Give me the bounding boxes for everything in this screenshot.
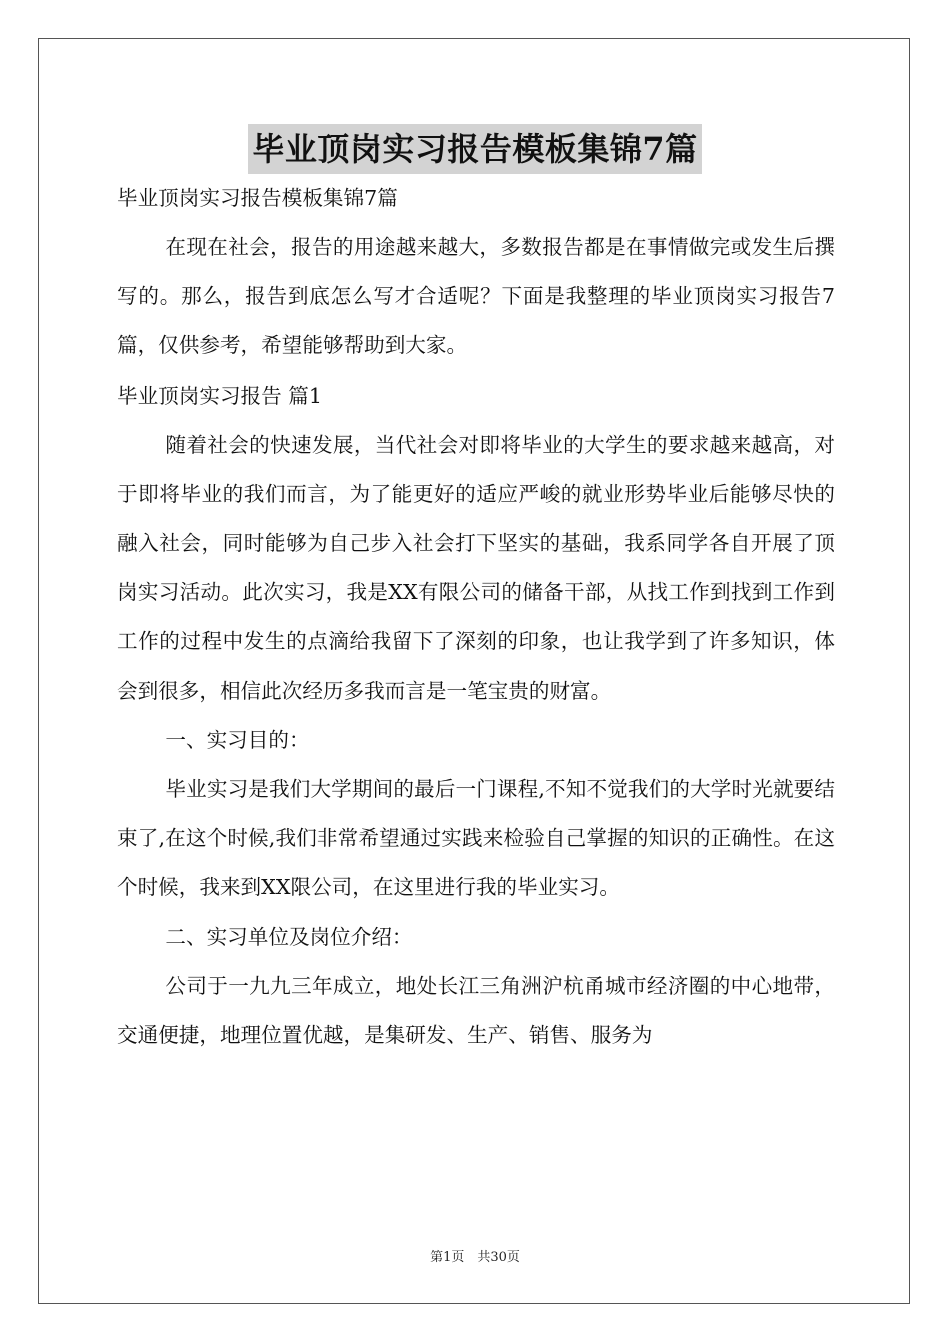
- section-heading: 毕业顶岗实习报告 篇1: [117, 383, 322, 408]
- body-paragraph: 毕业实习是我们大学期间的最后一门课程,不知不觉我们的大学时光就要结束了,在这个时候,我们非常希望通过实践来检验自己掌握的知识的正确性。在这个时候，我来到XX限公司，在这里进行我的毕业实习。: [117, 777, 835, 900]
- body-paragraph: 公司于一九九三年成立，地处长江三角洲沪杭甬城市经济圈的中心地带，交通便捷，地理位置优越，是集研发、生产、销售、服务为: [117, 973, 835, 1048]
- title-container: [0, 124, 950, 174]
- document-title: 毕业顶岗实习报告模板集锦7篇: [248, 124, 701, 174]
- body-paragraph: 随着社会的快速发展，当代社会对即将毕业的大学生的要求越来越高，对于即将毕业的我们而言，为了能更好的适应严峻的就业形势毕业后能够尽快的融入社会，同时能够为自己步入社会打下坚实的基础，我系同学各自开展了顶岗实习活动。此次实习，我是XX有限公司的储备干部，从找工作到找到工作到工作的过程中发生的点滴给我留下了深刻的印象，也让我学到了许多知识，体会到很多，相信此次经历多我而言是一笔宝贵的财富。: [117, 432, 835, 703]
- document-subtitle: 毕业顶岗实习报告模板集锦7篇: [117, 186, 398, 210]
- intro-paragraph: 在现在社会，报告的用途越来越大，多数报告都是在事情做完或发生后撰写的。那么，报告到底怎么写才合适呢？下面是我整理的毕业顶岗实习报告7篇，仅供参考，希望能够帮助到大家。: [117, 235, 835, 358]
- subsection-heading-purpose: 一、实习目的：: [165, 727, 310, 752]
- subsection-heading-unit: 二、实习单位及岗位介绍：: [165, 924, 413, 949]
- document-body: [117, 173, 835, 1060]
- page-footer: 第1页 共30页: [430, 1250, 520, 1265]
